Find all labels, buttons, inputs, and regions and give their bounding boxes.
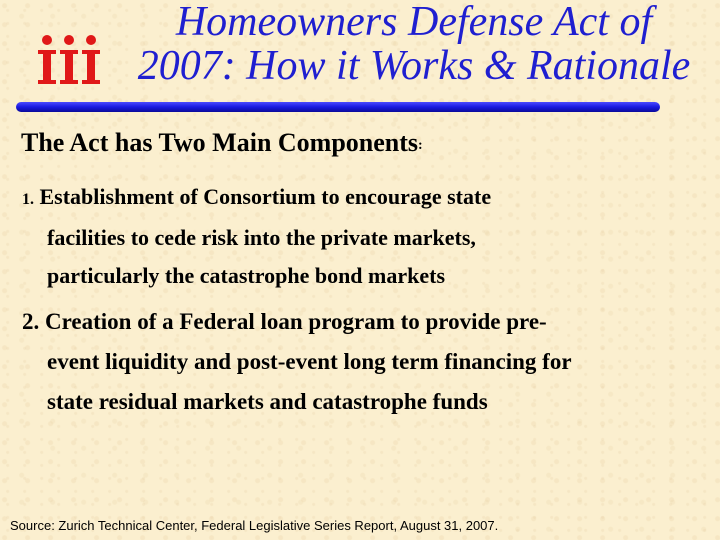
item-1-line-2: facilities to cede risk into the private markets, — [47, 225, 476, 250]
source-citation: Source: Zurich Technical Center, Federal Legislative Series Report, August 31, 2007. — [10, 518, 499, 533]
title-line-2: 2007: How it Works & Rationale — [137, 43, 691, 89]
components-heading-text: The Act has Two Main Components — [21, 128, 419, 157]
components-heading-colon: : — [418, 138, 423, 153]
slide-title — [108, 0, 720, 88]
item-2-line-2: event liquidity and post-event long term financing for — [47, 349, 572, 374]
component-item-2 — [22, 302, 702, 422]
title-divider — [16, 100, 660, 112]
component-item-1 — [22, 178, 702, 295]
title-line-1: Homeowners Defense Act of — [175, 0, 653, 45]
item-2-line-1: 2. Creation of a Federal loan program to provide pre- — [22, 309, 547, 334]
item-1-line-3: particularly the catastrophe bond markets — [47, 263, 446, 288]
item-1-line-1 — [22, 178, 702, 219]
item-2-line-3: state residual markets and catastrophe funds — [47, 389, 488, 414]
item-1-number: 1. — [22, 191, 34, 208]
components-heading — [21, 128, 423, 158]
item-1-line-1-text: Establishment of Consortium to encourage state — [39, 184, 492, 209]
iii-logo-icon — [36, 34, 102, 90]
